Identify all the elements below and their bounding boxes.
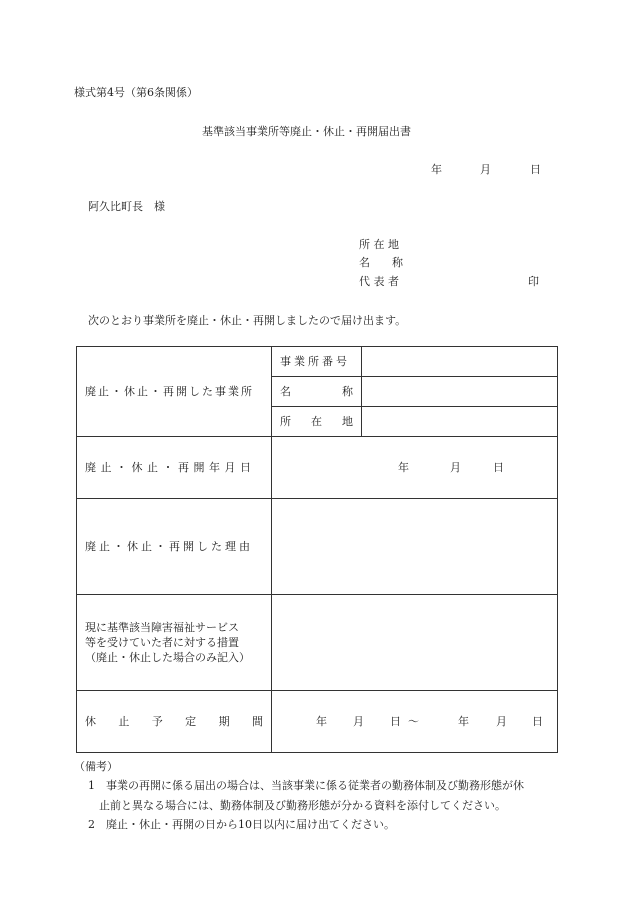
- period-to-month: 月: [496, 715, 507, 728]
- period-tilde: ～: [408, 715, 419, 728]
- suspension-period-label-char: 期: [218, 715, 230, 728]
- office-name-label-char: 称: [342, 385, 353, 398]
- change-date-year: 年: [398, 461, 409, 474]
- period-to-year: 年: [458, 715, 469, 728]
- reason-label-cell: [77, 499, 272, 595]
- office-number-field[interactable]: [362, 347, 558, 377]
- seal-mark: 印: [528, 275, 539, 288]
- applicant-address-label: 所 在 地: [359, 238, 399, 251]
- office-address-label-char: 在: [311, 415, 322, 428]
- suspension-period-label-char: 休: [85, 715, 96, 728]
- suspension-period-label-char: 定: [185, 715, 197, 728]
- date-year-label: 年: [431, 163, 442, 176]
- period-from-month: 月: [353, 715, 364, 728]
- table-row: [77, 499, 558, 595]
- office-address-label-char: 所: [280, 415, 291, 428]
- note-item: 2 廃止・休止・再開の日から10日以内に届け出てください。: [88, 818, 395, 831]
- office-number-label: 事業所番号: [280, 355, 350, 368]
- table-row: [77, 595, 558, 691]
- intro-text: 次のとおり事業所を廃止・休止・再開しましたので届け出ます。: [88, 314, 407, 327]
- office-name-field[interactable]: [362, 377, 558, 407]
- addressee: 阿久比町長 様: [88, 200, 165, 213]
- applicant-name-label: 名 称: [359, 256, 403, 269]
- office-number-label-cell: [272, 347, 362, 377]
- facility-label: 廃止・休止・再開した事業所: [85, 385, 254, 398]
- table-row: [77, 691, 558, 753]
- change-date-month: 月: [450, 461, 461, 474]
- measures-label-line: 現に基準該当障害福祉サービス: [85, 621, 239, 634]
- reason-label: 廃止・休止・再開した理由: [85, 540, 253, 553]
- office-name-label-char: 名: [280, 385, 291, 398]
- measures-field[interactable]: [272, 595, 558, 691]
- reason-field[interactable]: [272, 499, 558, 595]
- period-to-day: 日: [532, 715, 543, 728]
- change-date-label: 廃止・休止・再開年月日: [85, 461, 256, 474]
- form-title: 基準該当事業所等廃止・休止・再開届出書: [202, 125, 411, 138]
- measures-label-line: （廃止・休止した場合のみ記入）: [85, 651, 250, 664]
- period-from-day: 日: [390, 715, 401, 728]
- suspension-period-label-char: 止: [118, 715, 130, 728]
- change-date-day: 日: [493, 461, 504, 474]
- suspension-period-label-cell: [77, 691, 272, 753]
- facility-label-cell: [77, 347, 272, 437]
- note-item: 1 事業の再開に係る届出の場合は、当該事業に係る従業者の勤務体制及び勤務形態が休: [88, 779, 524, 792]
- notes-heading: （備考）: [74, 760, 118, 773]
- form-number: 様式第4号（第6条関係）: [74, 86, 198, 99]
- office-address-label-char: 地: [342, 415, 353, 428]
- period-from-year: 年: [316, 715, 327, 728]
- note-item: 止前と異なる場合には、勤務体制及び勤務形態が分かる資料を添付してください。: [99, 799, 506, 812]
- measures-label-cell: [77, 595, 272, 691]
- suspension-period-label-char: 間: [251, 715, 263, 728]
- office-address-field[interactable]: [362, 407, 558, 437]
- office-address-label-cell: [272, 407, 362, 437]
- office-name-label-cell: [272, 377, 362, 407]
- suspension-period-field[interactable]: [272, 691, 558, 753]
- date-day-label: 日: [530, 163, 541, 176]
- change-date-field[interactable]: [272, 437, 558, 499]
- measures-label-line: 等を受けていた者に対する措置: [85, 636, 239, 649]
- table-row: [77, 347, 558, 377]
- suspension-period-label-char: 予: [151, 715, 163, 728]
- notification-table: [76, 346, 558, 753]
- change-date-label-cell: [77, 437, 272, 499]
- date-month-label: 月: [480, 163, 491, 176]
- applicant-rep-label: 代 表 者: [359, 275, 399, 288]
- table-row: [77, 437, 558, 499]
